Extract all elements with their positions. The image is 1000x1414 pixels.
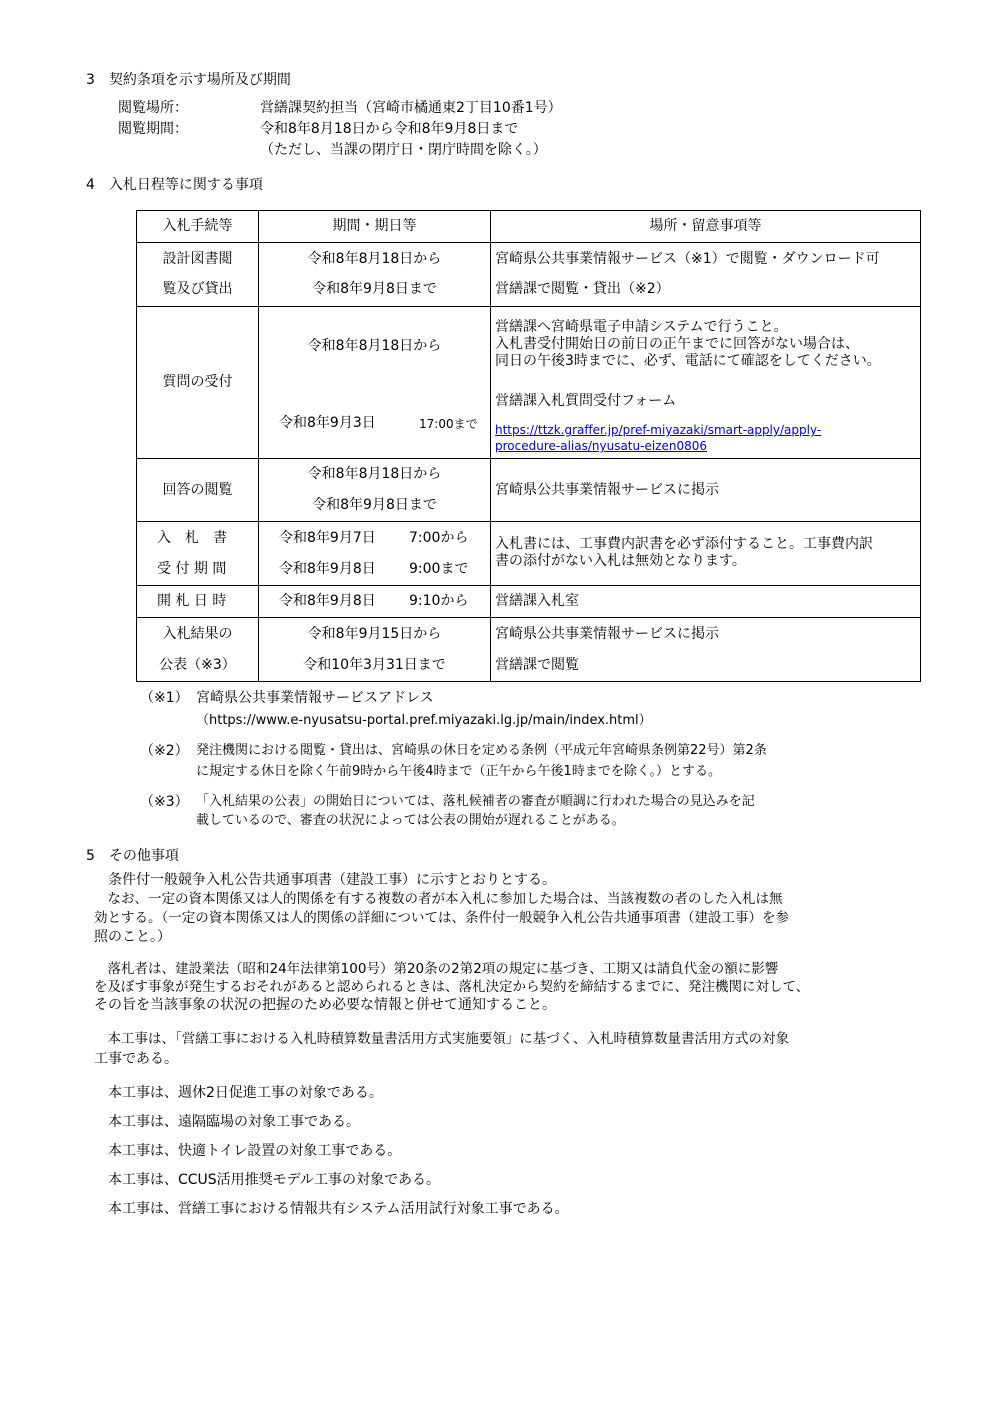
result-note-2: 営繕課で閲覧	[495, 657, 579, 673]
answer-note: 宮崎県公共事業情報サービスに掲示	[495, 482, 719, 498]
result-label-2: 公表（※3）	[159, 657, 236, 673]
other-para-3-line-1: 落札者は、建設業法（昭和24年法律第100号）第20条の2第2項の規定に基づき、工期又は請負代金の額に影響	[94, 961, 779, 977]
footnote-2-mark: （※2）	[140, 743, 189, 759]
answer-to: 令和8年9月8日まで	[312, 497, 437, 513]
section-5-heading: 5 その他事項	[86, 848, 179, 864]
table-row	[137, 307, 921, 459]
question-from: 令和8年8月18日から	[307, 338, 442, 354]
inspection-period-label: 閲覧期間：	[118, 121, 188, 137]
question-form-link-2[interactable]: procedure-alias/nyusatu-eizen0806	[495, 439, 707, 453]
footnote-1-text: 宮崎県公共事業情報サービスアドレス	[196, 690, 434, 706]
bid-label-2: 受 付 期 間	[157, 561, 227, 577]
table-row	[137, 586, 921, 618]
other-para-2-line-2: 効とする。（一定の資本関係又は人的関係の詳細については、条件付一般競争入札公告共通事項書（建設工事）を参	[94, 910, 789, 926]
design-docs-from: 令和8年8月18日から	[307, 251, 442, 267]
other-para-9: 本工事は、営繕工事における情報共有システム活用試行対象工事である。	[94, 1201, 569, 1217]
section-4-heading: 4 入札日程等に関する事項	[86, 177, 263, 193]
result-note-1: 宮崎県公共事業情報サービスに掲示	[495, 626, 719, 642]
inspection-place-label: 閲覧場所：	[118, 100, 188, 116]
question-note-1: 営繕課へ宮崎県電子申請システムで行うこと。	[495, 319, 788, 335]
table-header-row	[137, 211, 921, 243]
header-place-notes: 場所・留意事項等	[649, 218, 762, 234]
other-para-1: 条件付一般競争入札公告共通事項書（建設工事）に示すとおりとする。	[94, 872, 556, 888]
other-para-3-line-2: を及ぼす事象が発生するおそれがあると認められるときは、落札決定から契約を締結するまでに、発注機関に対して、	[94, 979, 810, 995]
opening-time: 9:10から	[409, 593, 469, 609]
design-docs-label-2: 覧及び貸出	[162, 281, 233, 297]
inspection-period-note: （ただし、当課の閉庁日・閉庁時間を除く。）	[260, 142, 547, 158]
footnote-3-line-2: 載しているので、審査の状況によっては公表の開始が遅れることがある。	[196, 813, 625, 828]
opening-date: 令和8年9月8日	[279, 593, 376, 609]
question-form-link-1[interactable]: https://ttzk.graffer.jp/pref-miyazaki/smart-apply/apply-	[495, 423, 822, 437]
inspection-period-value: 令和8年8月18日から令和8年9月8日まで	[260, 121, 519, 137]
opening-label: 開 札 日 時	[157, 593, 227, 609]
footnote-3-mark: （※3）	[140, 794, 189, 810]
bid-to-time: 9:00まで	[409, 561, 469, 577]
header-period: 期間・期日等	[332, 218, 417, 234]
footnote-1-url: （https://www.e-nyusatsu-portal.pref.miyazaki.lg.jp/main/index.html）	[196, 713, 652, 728]
question-note-2: 入札書受付開始日の前日の正午までに回答がない場合は、	[495, 336, 859, 352]
answer-label: 回答の閲覧	[162, 482, 233, 498]
section-3-heading: 3 契約条項を示す場所及び期間	[86, 72, 291, 88]
bid-schedule-table	[136, 210, 921, 682]
result-to: 令和10年3月31日まで	[303, 657, 446, 673]
other-para-8: 本工事は、CCUS活用推奨モデル工事の対象である。	[94, 1172, 440, 1188]
footnote-1-mark: （※1）	[140, 690, 189, 706]
opening-note: 営繕課入札室	[495, 593, 579, 609]
footnote-2-line-2: に規定する休日を除く午前9時から午後4時まで（正午から午後1時までを除く。）とする。	[196, 764, 722, 779]
bid-note-1: 入札書には、工事費内訳書を必ず添付すること。工事費内訳	[495, 536, 873, 552]
header-procedure: 入札手続等	[162, 218, 233, 234]
table-row	[137, 522, 921, 586]
other-para-5: 本工事は、週休2日促進工事の対象である。	[94, 1085, 383, 1101]
question-to-date: 令和8年9月3日	[279, 415, 376, 431]
result-label-1: 入札結果の	[162, 626, 233, 642]
other-para-7: 本工事は、快適トイレ設置の対象工事である。	[94, 1143, 402, 1159]
bid-note-2: 書の添付がない入札は無効となります。	[495, 553, 746, 569]
footnote-2-line-1: 発注機関における閲覧・貸出は、宮崎県の休日を定める条例（平成元年宮崎県条例第22号）第2条	[196, 743, 767, 758]
bid-from-time: 7:00から	[409, 530, 469, 546]
design-docs-to: 令和8年9月8日まで	[312, 281, 437, 297]
bid-from-date: 令和8年9月7日	[279, 530, 376, 546]
other-para-4-line-2: 工事である。	[94, 1051, 178, 1067]
design-docs-label-1: 設計図書閲	[162, 251, 233, 267]
other-para-2-line-1: なお、一定の資本関係又は人的関係を有する複数の者が本入札に参加した場合は、当該複数の者のした入札は無	[94, 891, 783, 907]
other-para-4-line-1: 本工事は、「営繕工事における入札時積算数量書活用方式実施要領」に基づく、入札時積算数量書活用方式の対象	[94, 1031, 789, 1047]
question-form-title: 営繕課入札質問受付フォーム	[495, 393, 677, 409]
question-label: 質問の受付	[162, 374, 233, 390]
result-from: 令和8年9月15日から	[307, 626, 442, 642]
other-para-6: 本工事は、遠隔臨場の対象工事である。	[94, 1114, 360, 1130]
design-docs-note-1: 宮崎県公共事業情報サービス（※1）で閲覧・ダウンロード可	[495, 251, 880, 267]
inspection-place-value: 営繕課契約担当（宮崎市橘通東2丁目10番1号）	[260, 100, 562, 116]
question-to-time: 17:00まで	[419, 417, 478, 431]
table-row	[137, 459, 921, 522]
answer-from: 令和8年8月18日から	[307, 466, 442, 482]
other-para-2-line-3: 照のこと。）	[94, 929, 171, 945]
design-docs-note-2: 営繕課で閲覧・貸出（※2）	[495, 281, 670, 297]
bid-label-1: 入 札 書	[157, 530, 227, 546]
table-row	[137, 243, 921, 307]
bid-to-date: 令和8年9月8日	[279, 561, 376, 577]
footnote-3-line-1: 「入札結果の公表」の開始日については、落札候補者の審査が順調に行われた場合の見込みを記	[196, 794, 755, 809]
other-para-3-line-3: その旨を当該事象の状況の把握のため必要な情報と併せて通知すること。	[94, 997, 556, 1013]
table-row	[137, 618, 921, 682]
question-note-3: 同日の午後3時までに、必ず、電話にて確認をしてください。	[495, 353, 881, 369]
